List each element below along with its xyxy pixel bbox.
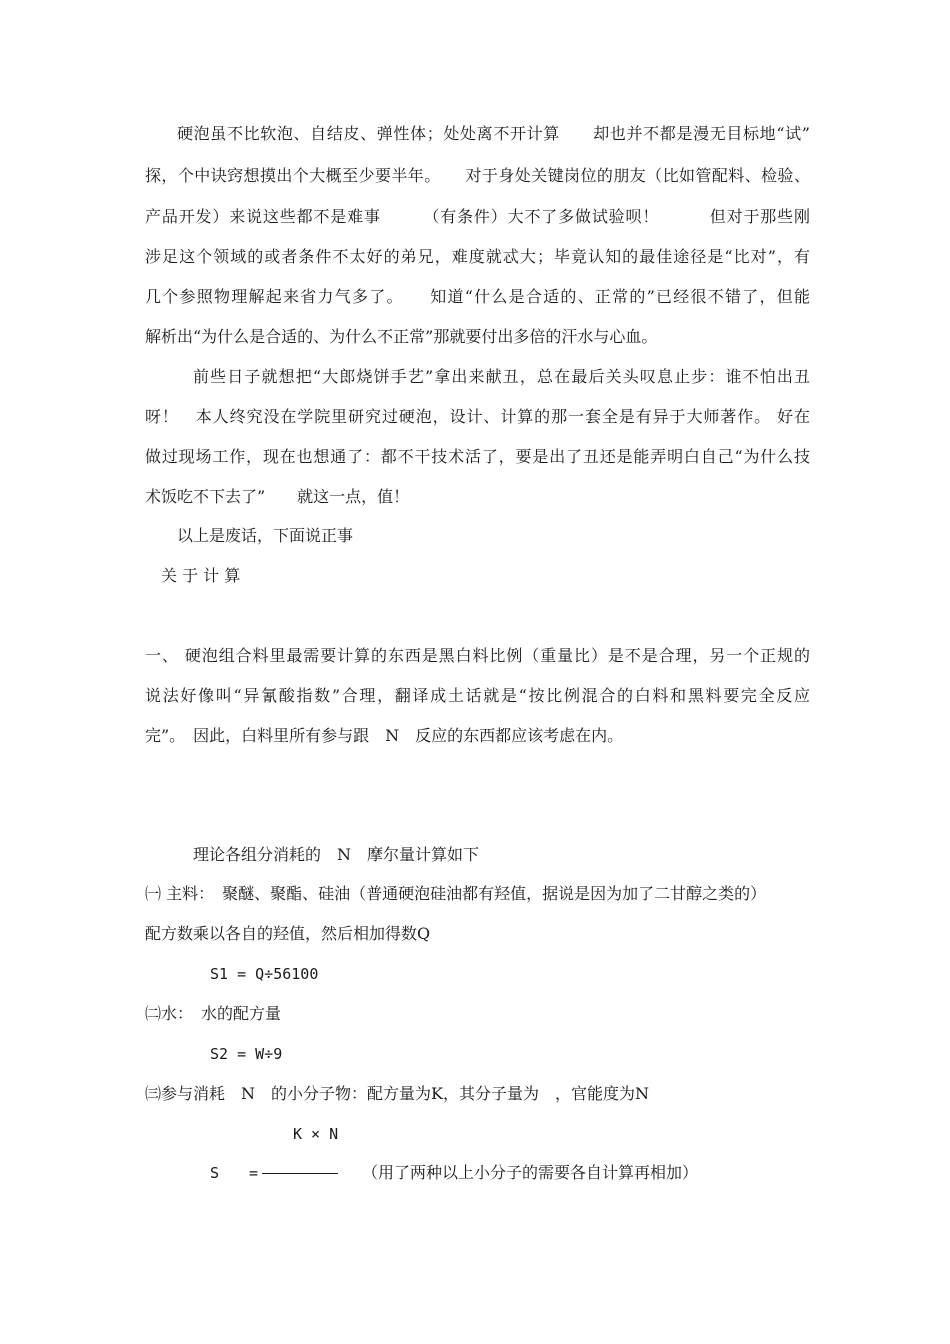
formula-s3-symbol: S = (210, 1164, 259, 1182)
calc-item3: ㈢参与消耗 N 的小分子物：配方量为K，其分子量为 ，官能度为N (145, 1084, 649, 1103)
intro-line-4: 涉足这个领域的或者条件不太好的弟兄，难度就忒大；毕竟认知的最佳途径是“比对”，有 (145, 247, 810, 266)
intro-line-6: 解析出“为什么是合适的、为什么不正常”那就要付出多倍的汗水与心血。 (145, 327, 658, 346)
point1-line-1: 一、 硬泡组合料里最需要计算的东西是黑白料比例（重量比）是不是合理，另一个正规的 (145, 646, 810, 665)
calc-item1-line2: 配方数乘以各自的羟值，然后相加得数Q (145, 924, 431, 943)
formula-s3-note: （用了两种以上小分子的需要各自计算再相加） (362, 1163, 699, 1182)
fraction-bar (262, 1173, 338, 1174)
calc-item1-line1: ㈠ 主料： 聚醚、聚酯、硅油（普通硬泡硅油都有羟值，据说是因为加了二甘醇之类的） (145, 884, 767, 903)
calc-heading: 理论各组分消耗的 N 摩尔量计算如下 (193, 845, 480, 864)
calc-item2: ㈡水： 水的配方量 (145, 1004, 282, 1023)
intro-line-3: 产品开发）来说这些都不是难事 （有条件）大不了多做试验呗！ 但对于那些刚 (145, 207, 810, 226)
point1-line-2: 说法好像叫“异氰酸指数”合理，翻译成土话就是“按比例混合的白料和黑料要完全反应 (145, 686, 810, 705)
section-title: 关 于 计 算 (161, 566, 241, 585)
para2-line-4: 术饭吃不下去了” 就这一点，值！ (145, 487, 410, 506)
formula-s2: S2 = W÷9 (210, 1045, 283, 1063)
para2-line-2: 呀！ 本人终究没在学院里研究过硬泡，设计、计算的那一套全是有异于大师著作。 好在 (145, 407, 810, 426)
formula-s3-numerator: K × N (293, 1125, 339, 1143)
point1-line-3: 完”。 因此，白料里所有参与跟 N 反应的东西都应该考虑在内。 (145, 726, 624, 745)
formula-s3-lhs (210, 1163, 360, 1183)
aside-text: 以上是废话，下面说正事 (177, 526, 354, 545)
para2-line-1: 前些日子就想把“大郎烧饼手艺”拿出来献丑，总在最后关头叹息止步：谁不怕出丑 (193, 367, 810, 386)
para2-line-3: 做过现场工作，现在也想通了：都不干技术活了，要是出了丑还是能弄明白自己“为什么技 (145, 447, 810, 466)
intro-line-5: 几个参照物理解起来省力气多了。 知道“什么是合适的、正常的”已经很不错了，但能 (145, 287, 810, 306)
formula-s1: S1 = Q÷56100 (210, 965, 319, 983)
intro-line-1: 硬泡虽不比软泡、自结皮、弹性体；处处离不开计算 却也并不都是漫无目标地“试” (177, 124, 810, 143)
intro-line-2: 探，个中诀窍想摸出个大概至少要半年。 对于身处关键岗位的朋友（比如管配料、检验、 (145, 166, 810, 185)
